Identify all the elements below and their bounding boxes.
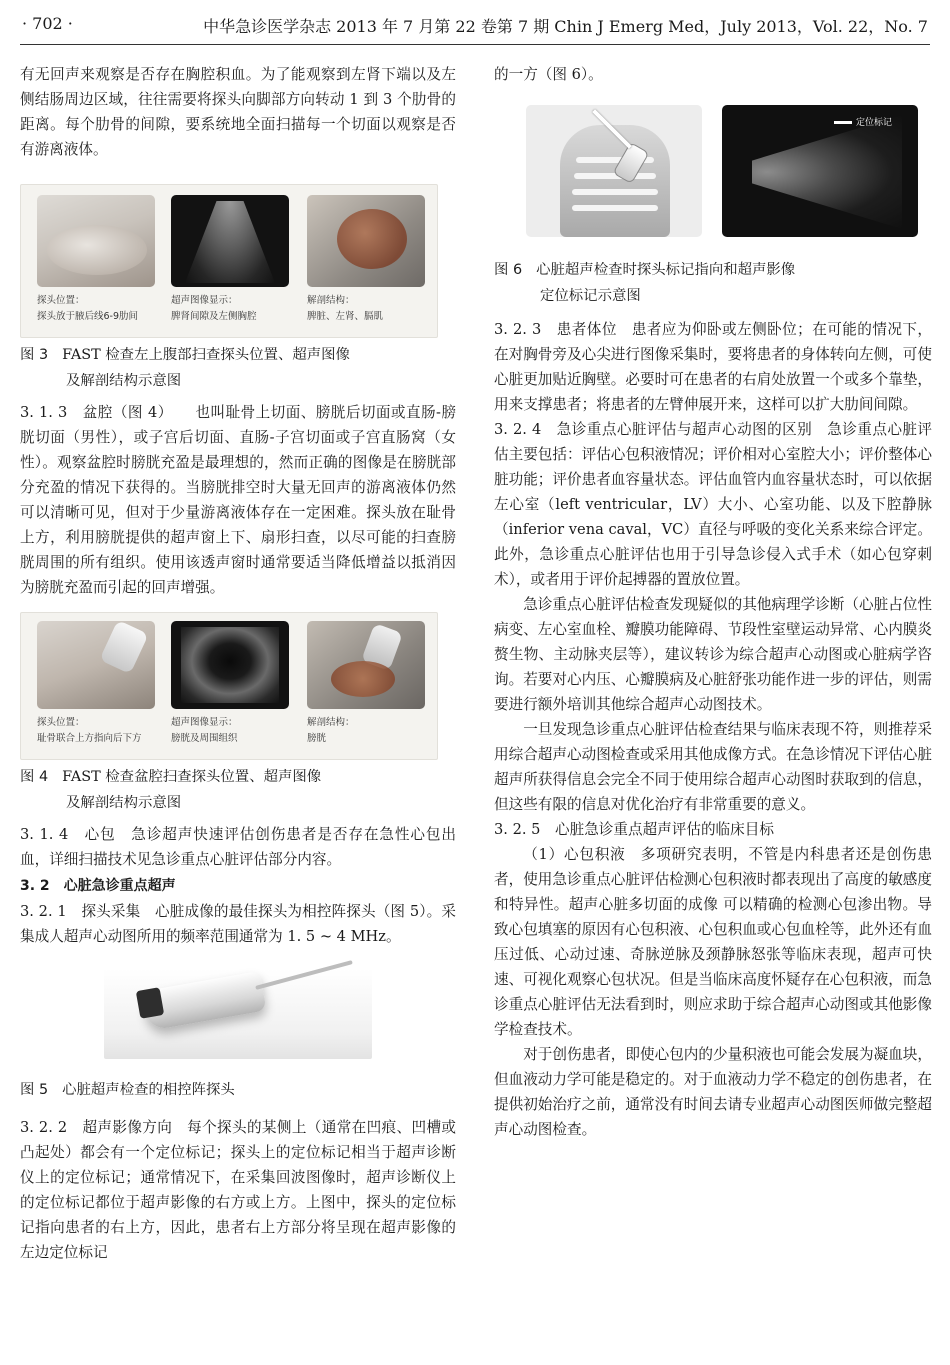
figure-4 <box>20 612 438 760</box>
right-column <box>494 62 932 1142</box>
panel-caption: 超声图像显示： 膀胱及周围组织 <box>171 717 238 744</box>
paragraph: 3. 2. 1 探头采集 心脏成像的最佳探头为相控阵探头（图 5）。采集成人超声心动图所用的频率范围通常为 1. 5 ~ 4 MHz。 <box>20 903 456 945</box>
paragraph: 3. 2. 4 急诊重点心脏评估与超声心动图的区别 急诊重点心脏评估主要包括：评估心包积液情况；评价相对心室腔大小；评价整体心脏功能；评价患者血容量状态。评估血管内血容量状态时，可以依据左心室（left ventricular，LV）大小、心室功能、以及下腔静脉（inferior vena caval，VC）直径与呼吸的变化关系来综合评定。此外，急诊重点心脏评估也用于引导急诊侵入式手术（如心包穿刺术），或者用于评价起搏器的置放位置。 <box>494 421 932 588</box>
paragraph: 3. 2. 2 超声影像方向 每个探头的某侧上（通常在凹痕、凹槽或凸起处）都会有一个定位标记；探头上的定位标记相当于超声诊断仪上的定位标记；通常情况下，在采集回波图像时，超声诊断仪上的定位标记都位于超声影像的右方或上方。上图中，探头的定位标记指向患者的右上方，因此，患者右上方部分将呈现在超声影像的左边定位标记 <box>20 1119 456 1261</box>
figure-5-caption: 图 5 心脏超声检查的相控阵探头 <box>20 1082 235 1098</box>
ultrasound-image <box>171 621 289 709</box>
anatomy-illustration <box>307 621 425 709</box>
panel-caption: 解剖结构： 脾脏、左肾、膈肌 <box>307 295 384 322</box>
anatomy-illustration <box>307 195 425 287</box>
paragraph: 3. 1. 4 心包 急诊超声快速评估创伤患者是否存在急性心包出血，详细扫描技术见急诊重点心脏评估部分内容。 <box>20 826 456 868</box>
paragraph: 有无回声来观察是否存在胸腔积血。为了能观察到左肾下端以及左侧结肠周边区域，往往需要将探头向脚部方向转动 1 到 3 个肋骨的距离。每个肋骨的间隙，要系统地全面扫描每一个切面以观察是否有游离液体。 <box>20 66 456 158</box>
marker-arrow-icon <box>834 121 852 124</box>
panel-caption: 超声图像显示： 脾肾间隙及左侧胸腔 <box>171 295 257 322</box>
paragraph: （1）心包积液 多项研究表明，不管是内科患者还是创伤患者，使用急诊重点心脏评估检测心包积液时都表现出了高度的敏感度和特异性。超声心脏多切面的成像 可以精确的检测心包渗出物。导致心包填塞的原因有心包积液、心包积血或心包血栓等，此外还有血压过低、心动过速、奇脉逆脉及颈静脉怒张等临床表现，超声可快速、可视化观察心包状况。但是当临床高度怀疑存在心包积液，而急诊重点心脏评估无法看到时，则应求助于综合超声心动图或其他影像学检查技术。 <box>494 846 932 1038</box>
figure-6-caption: 图 6 心脏超声检查时探头标记指向和超声影像 定位标记示意图 <box>494 262 796 304</box>
figure-3-caption: 图 3 FAST 检查左上腹部扫查探头位置、超声图像 及解剖结构示意图 <box>20 347 350 389</box>
figure-5 <box>104 969 372 1059</box>
paragraph: 3. 1. 3 盆腔（图 4） 也叫耻骨上切面、膀胱后切面或直肠-膀胱切面（男性），或子宫后切面、直肠-子宫切面或子宫直肠窝（女性）。观察盆腔时膀胱充盈是最理想的，然而正确的图像是在膀胱部分充盈的情况下获得的。当膀胱排空时大量无回声的游离液体仍然可以清晰可见，但对于少量游离液体存在一定困难。探头放在耻骨上方，利用膀胱提供的超声窗上下、扇形扫查，以尽可能的扫查膀胱周围的所有组织。使用该透声窗时通常要适当降低增益以抵消因为膀胱充盈而引起的回声增强。 <box>20 404 456 596</box>
page-number: · 702 · <box>22 14 73 33</box>
echocardiogram-image <box>722 105 918 237</box>
probe-position-photo <box>37 621 155 709</box>
paragraph: 急诊重点心脏评估检查发现疑似的其他病理学诊断（心脏占位性病变、左心室血栓、瓣膜功能障碍、节段性室壁运动异常、心内膜炎赘生物、主动脉夹层等），建议转诊为综合超声心动图或心脏病学咨询。若要对心内压、心瓣膜病及心脏舒张功能作进一步的评估，则需要进行额外培训其他综合超声心动图技术。 <box>494 596 932 713</box>
header-rule <box>20 44 930 45</box>
marker-label: 定位标记 <box>856 118 893 128</box>
panel-caption: 探头位置： 耻骨联合上方指向后下方 <box>37 717 142 744</box>
paragraph: 对于创伤患者，即使心包内的少量积液也可能会发展为凝血块，但血液动力学可能是稳定的。对于血液动力学不稳定的创伤患者，在提供初始治疗之前，通常没有时间去请专业超声心动图医师做完整超声心动图检查。 <box>494 1046 932 1138</box>
panel-caption: 探头位置： 探头放于腋后线6-9肋间 <box>37 295 139 322</box>
section-heading: 3. 2. 5 心脏急诊重点超声评估的临床目标 <box>494 821 774 838</box>
figure-4-caption: 图 4 FAST 检查盆腔扫查探头位置、超声图像 及解剖结构示意图 <box>20 769 322 811</box>
left-column <box>20 62 456 1265</box>
ultrasound-image <box>171 195 289 287</box>
probe-position-photo <box>37 195 155 287</box>
running-head: 中华急诊医学杂志 2013 年 7 月第 22 卷第 7 期 Chin J Emerg Med，July 2013，Vol. 22，No. 7 <box>203 17 928 36</box>
paragraph: 一旦发现急诊重点心脏评估检查结果与临床表现不符，则推荐采用综合超声心动图检查或采用其他成像方式。在急诊情况下评估心脏超声所获得信息会完全不同于使用综合超声心动图时获取到的信息，但这些有限的信息对优化治疗有非常重要的意义。 <box>494 721 932 813</box>
figure-3 <box>20 184 438 338</box>
panel-caption: 解剖结构： 膀胱 <box>307 717 355 744</box>
paragraph: 3. 2. 3 患者体位 患者应为仰卧或左侧卧位；在可能的情况下，在对胸骨旁及心尖进行图像采集时，要将患者的身体转向左侧，可使心脏更加贴近胸壁。必要时可在患者的右肩处放置一个或多个靠垫，用来支撑患者；将患者的左臂伸展开来，这样可以扩大肋间间隙。 <box>494 321 932 413</box>
figure-6 <box>526 105 918 245</box>
section-heading: 3. 2 心脏急诊重点超声 <box>20 878 176 894</box>
paragraph: 的一方（图 6）。 <box>494 66 603 83</box>
chest-probe-illustration <box>526 105 702 237</box>
